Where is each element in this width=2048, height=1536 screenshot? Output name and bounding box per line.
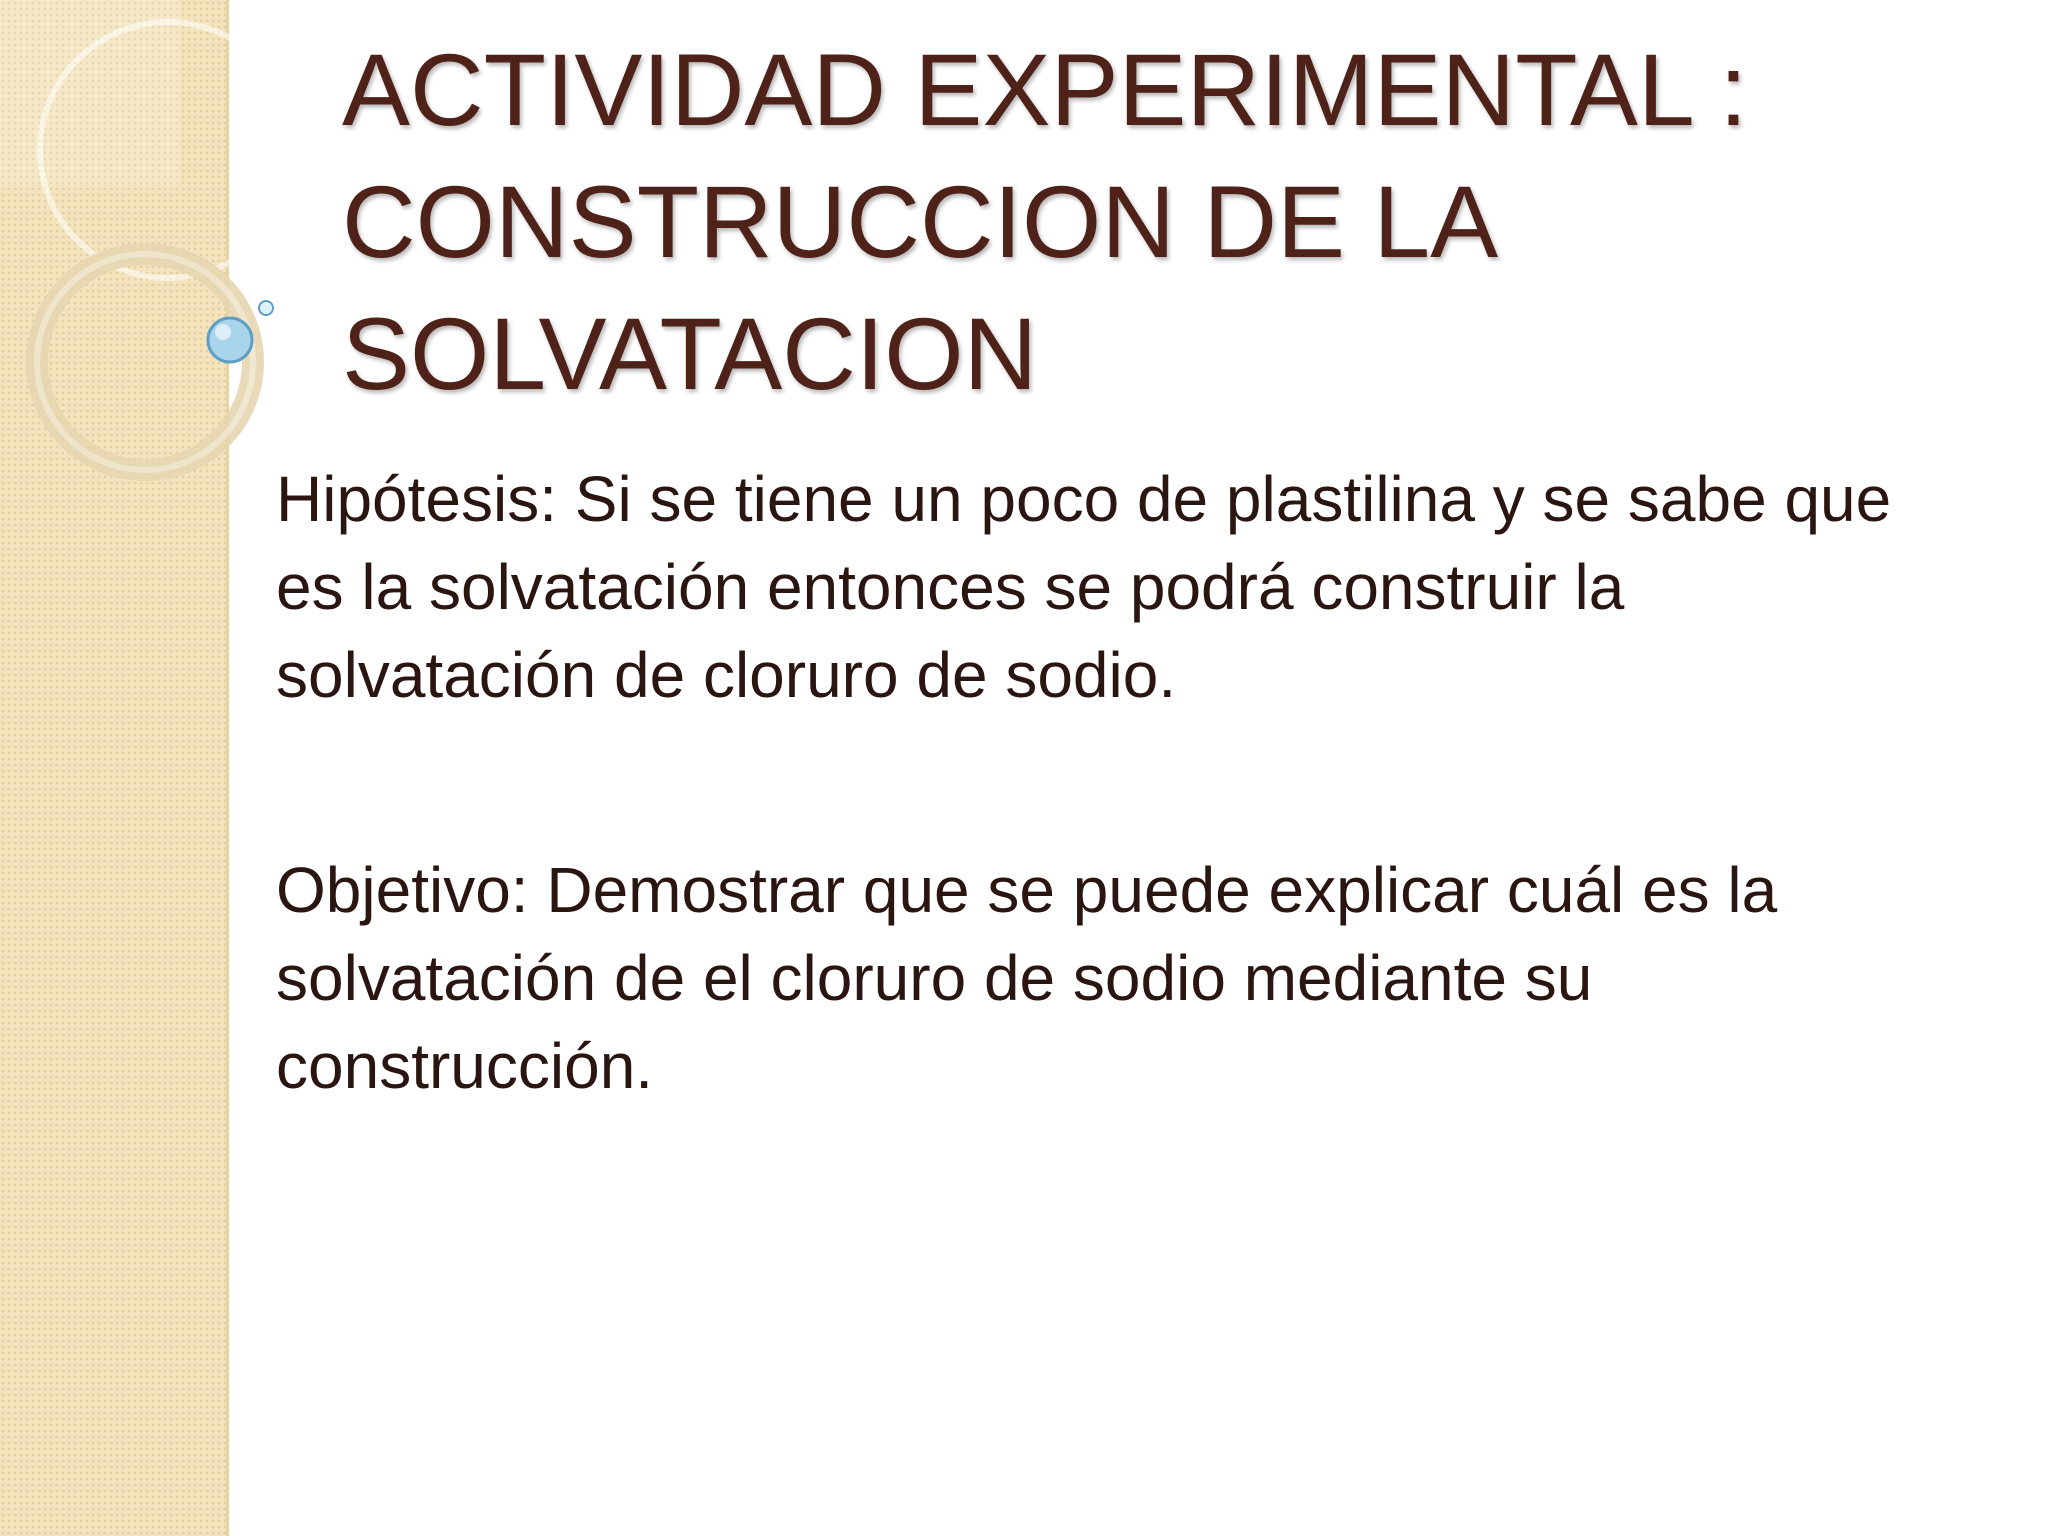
bubble-large-shine: [215, 324, 231, 340]
decorative-square: [0, 0, 180, 185]
decorative-circles-graphic: [0, 0, 300, 520]
bubble-small: [259, 301, 273, 315]
objective-paragraph: Objetivo: Demostrar que se puede explicar cuál es la solvatación de el cloruro de sodio mediante su construcción.: [276, 854, 1778, 1102]
decorative-ring-thick-highlight: [37, 254, 253, 470]
slide-title: ACTIVIDAD EXPERIMENTAL : CONSTRUCCION DE LA SOLVATACION: [342, 33, 1748, 411]
hypothesis-paragraph: Hipótesis: Si se tiene un poco de plastilina y se sabe que es la solvatación entonces se podrá construir la solvatación de cloruro de sodio.: [276, 463, 1892, 711]
bubble-large: [208, 318, 252, 362]
